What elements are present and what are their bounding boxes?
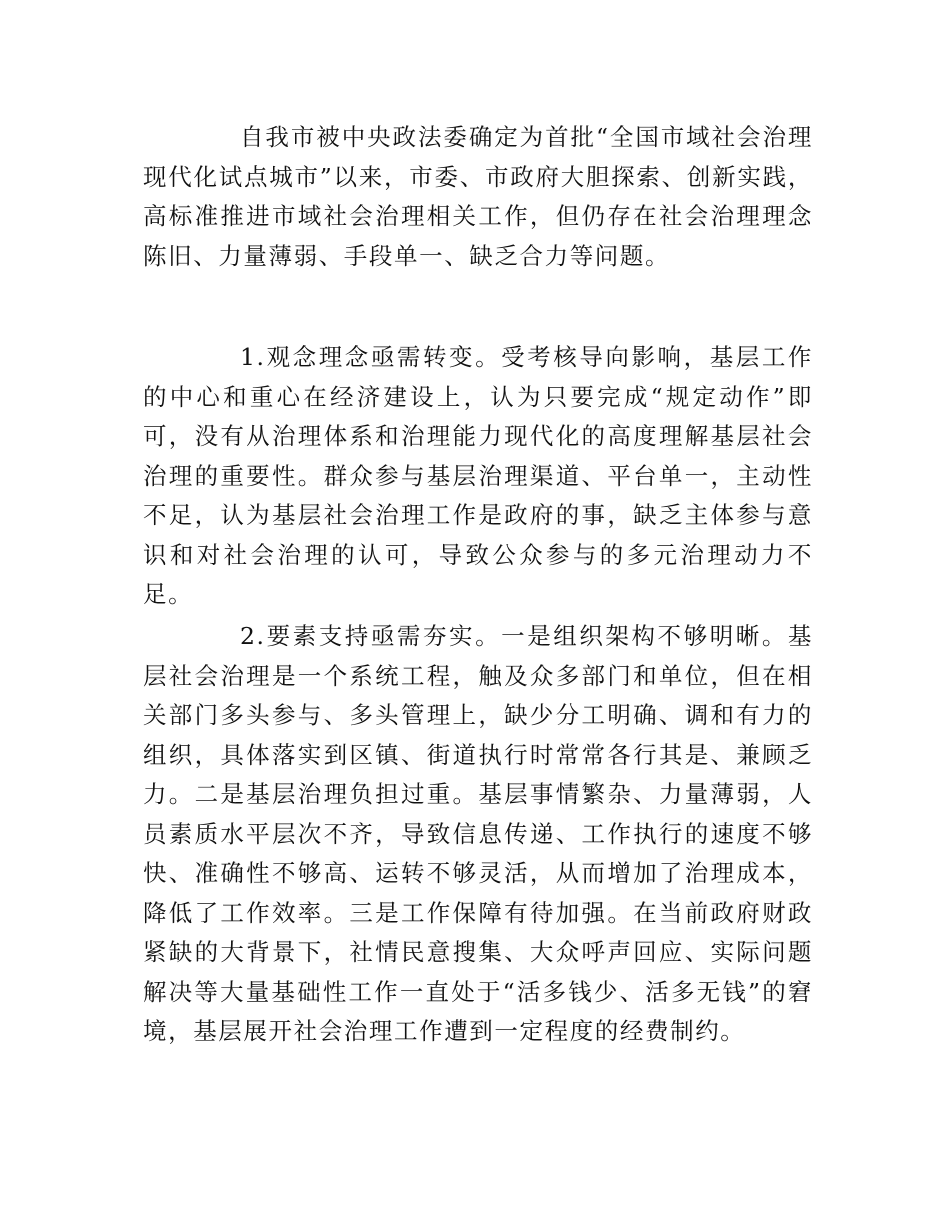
- paragraph-point-1: 1.观念理念亟需转变。受考核导向影响，基层工作的中心和重心在经济建设上，认为只要完成“规定动作”即可，没有从治理体系和治理能力现代化的高度理解基层社会治理的重要性。群众参与基层治理渠道、平台单一，主动性不足，认为基层社会治理工作是政府的事，缺乏主体参与意识和对社会治理的认可，导致公众参与的多元治理动力不足。: [143, 343, 813, 608]
- paragraph-point-2: 2.要素支持亟需夯实。一是组织架构不够明晰。基层社会治理是一个系统工程，触及众多部门和单位，但在相关部门多头参与、多头管理上，缺少分工明确、调和有力的组织，具体落实到区镇、街道执行时常常各行其是、兼顾乏力。二是基层治理负担过重。基层事情繁杂、力量薄弱，人员素质水平层次不齐，导致信息传递、工作执行的速度不够快、准确性不够高、运转不够灵活，从而增加了治理成本，降低了工作效率。三是工作保障有待加强。在当前政府财政紧缺的大背景下，社情民意搜集、大众呼声回应、实际问题解决等大量基础性工作一直处于“活多钱少、活多无钱”的窘境，基层展开社会治理工作遭到一定程度的经费制约。: [143, 622, 813, 1045]
- paragraph-intro: 自我市被中央政法委确定为首批“全国市域社会治理现代化试点城市”以来，市委、市政府大胆探索、创新实践，高标准推进市域社会治理相关工作，但仍存在社会治理理念陈旧、力量薄弱、手段单一、缺乏合力等问题。: [143, 123, 813, 270]
